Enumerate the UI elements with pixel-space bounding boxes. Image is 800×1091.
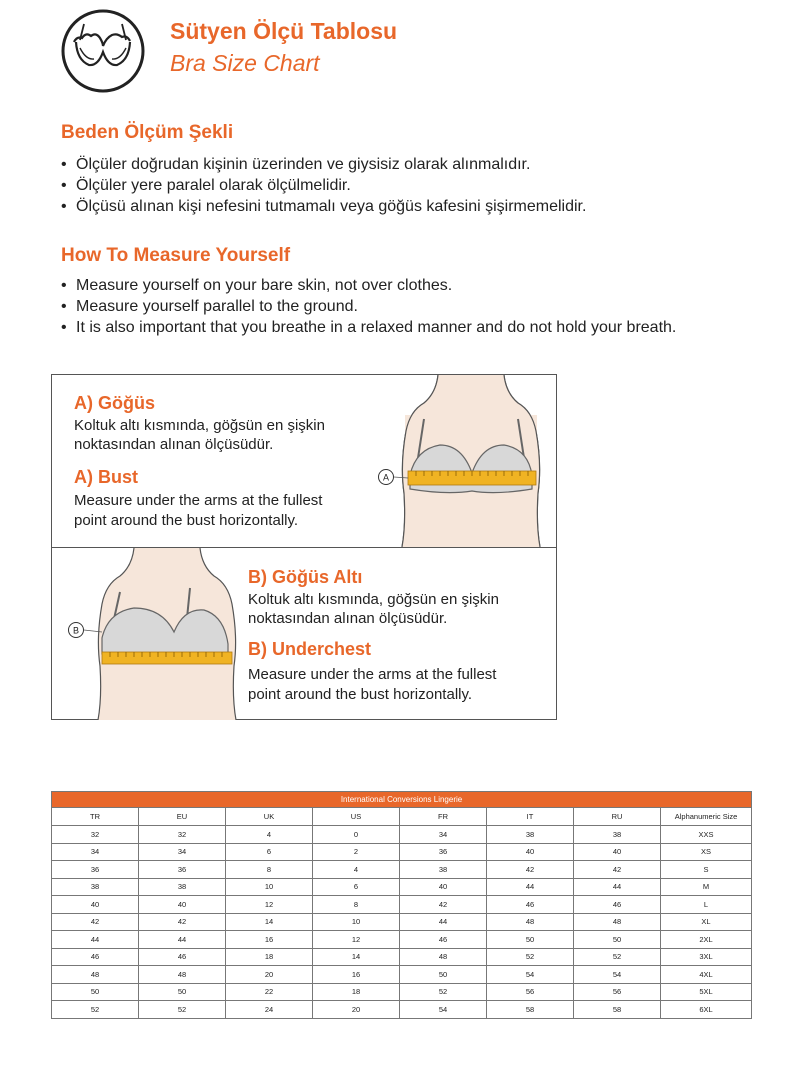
underchest-text-en-line2: point around the bust horizontally. — [248, 686, 473, 703]
bust-text-tr-line1: Koltuk altı kısmında, göğsün en şişkin — [74, 417, 325, 434]
table-cell: 34 — [52, 843, 139, 861]
column-header: IT — [487, 808, 574, 826]
table-cell: 46 — [574, 896, 661, 914]
table-cell: 50 — [52, 983, 139, 1001]
table-cell: 38 — [487, 826, 574, 844]
table-cell: 20 — [226, 966, 313, 984]
table-cell: S — [661, 861, 752, 879]
table-cell: 52 — [487, 948, 574, 966]
table-cell: 14 — [226, 913, 313, 931]
column-header: FR — [400, 808, 487, 826]
table-cell: 52 — [52, 1001, 139, 1019]
table-row — [52, 878, 752, 896]
table-cell: 54 — [487, 966, 574, 984]
bra-logo-icon — [60, 8, 146, 94]
table-cell: 52 — [139, 1001, 226, 1019]
column-header: TR — [52, 808, 139, 826]
table-cell: 12 — [313, 931, 400, 949]
table-cell: 48 — [574, 913, 661, 931]
table-cell: 52 — [400, 983, 487, 1001]
table-cell: 40 — [400, 878, 487, 896]
table-cell: 46 — [400, 931, 487, 949]
table-cell: XL — [661, 913, 752, 931]
table-cell: 6 — [226, 843, 313, 861]
table-cell: 16 — [313, 966, 400, 984]
table-cell: 46 — [487, 896, 574, 914]
table-row — [52, 861, 752, 879]
table-cell: 40 — [574, 843, 661, 861]
list-item: • Ölçüler doğrudan kişinin üzerinden ve giysisiz olarak alınmalıdır. — [61, 154, 586, 175]
table-cell: M — [661, 878, 752, 896]
list-item: • Ölçüler yere paralel olarak ölçülmelidir. — [61, 175, 586, 196]
table-cell: 32 — [139, 826, 226, 844]
table-cell: 58 — [574, 1001, 661, 1019]
column-header: Alphanumeric Size — [661, 808, 752, 826]
table-cell: 38 — [139, 878, 226, 896]
section-heading-tr: Beden Ölçüm Şekli — [61, 122, 234, 143]
table-row — [52, 1001, 752, 1019]
column-header: RU — [574, 808, 661, 826]
marker-a-label: A — [382, 472, 390, 483]
table-cell: 10 — [313, 913, 400, 931]
table-cell: 8 — [226, 861, 313, 879]
table-cell: 42 — [487, 861, 574, 879]
bust-measure-illustration — [376, 375, 556, 547]
bust-text-en-line2: point around the bust horizontally. — [74, 512, 299, 529]
table-cell: 0 — [313, 826, 400, 844]
bust-text-en-line1: Measure under the arms at the fullest — [74, 492, 323, 509]
underchest-measure-illustration — [62, 548, 252, 720]
table-cell: 56 — [487, 983, 574, 1001]
table-cell: 18 — [226, 948, 313, 966]
table-cell: 58 — [487, 1001, 574, 1019]
table-cell: 5XL — [661, 983, 752, 1001]
table-cell: 46 — [139, 948, 226, 966]
table-cell: 50 — [487, 931, 574, 949]
table-row — [52, 966, 752, 984]
table-cell: 48 — [400, 948, 487, 966]
table-cell: 34 — [139, 843, 226, 861]
table-cell: 8 — [313, 896, 400, 914]
underchest-text-en-line1: Measure under the arms at the fullest — [248, 666, 497, 683]
table-cell: 48 — [52, 966, 139, 984]
underchest-heading-tr: B) Göğüs Altı — [248, 567, 363, 587]
table-cell: 42 — [139, 913, 226, 931]
table-cell: 2XL — [661, 931, 752, 949]
table-cell: 36 — [400, 843, 487, 861]
table-row — [52, 913, 752, 931]
bust-heading-en: A) Bust — [74, 467, 138, 487]
table-cell: 3XL — [661, 948, 752, 966]
table-cell: 38 — [52, 878, 139, 896]
size-conversion-table — [51, 791, 752, 1019]
table-cell: 12 — [226, 896, 313, 914]
table-cell: 40 — [487, 843, 574, 861]
table-cell: 50 — [400, 966, 487, 984]
table-cell: 48 — [487, 913, 574, 931]
table-cell: 4 — [226, 826, 313, 844]
underchest-heading-en: B) Underchest — [248, 639, 372, 659]
table-cell: 54 — [574, 966, 661, 984]
table-cell: 40 — [52, 896, 139, 914]
table-cell: 50 — [574, 931, 661, 949]
list-item: • Measure yourself on your bare skin, not over clothes. — [61, 275, 676, 296]
table-cell: 42 — [574, 861, 661, 879]
table-cell: 52 — [574, 948, 661, 966]
column-header: US — [313, 808, 400, 826]
list-item: • It is also important that you breathe in a relaxed manner and do not hold your breath. — [61, 317, 676, 338]
table-cell: 4XL — [661, 966, 752, 984]
list-item: • Ölçüsü alınan kişi nefesini tutmamalı veya göğüs kafesini şişirmemelidir. — [61, 196, 586, 217]
bust-text-tr-line2: noktasından alınan ölçüsüdür. — [74, 436, 274, 453]
table-cell: 18 — [313, 983, 400, 1001]
table-cell: XS — [661, 843, 752, 861]
table-cell: 6XL — [661, 1001, 752, 1019]
table-row — [52, 931, 752, 949]
table-cell: XXS — [661, 826, 752, 844]
measurement-guide-box — [51, 374, 557, 720]
table-cell: 56 — [574, 983, 661, 1001]
column-header: EU — [139, 808, 226, 826]
table-cell: 44 — [400, 913, 487, 931]
table-cell: 40 — [139, 896, 226, 914]
table-cell: 42 — [52, 913, 139, 931]
table-cell: 54 — [400, 1001, 487, 1019]
table-cell: L — [661, 896, 752, 914]
table-cell: 16 — [226, 931, 313, 949]
table-cell: 4 — [313, 861, 400, 879]
marker-b-label: B — [72, 625, 80, 636]
table-cell: 44 — [52, 931, 139, 949]
table-row — [52, 948, 752, 966]
table-cell: 48 — [139, 966, 226, 984]
page-subtitle: Bra Size Chart — [170, 50, 320, 76]
bust-heading-tr: A) Göğüs — [74, 393, 155, 413]
table-cell: 10 — [226, 878, 313, 896]
table-cell: 32 — [52, 826, 139, 844]
table-cell: 36 — [52, 861, 139, 879]
bullet-list-tr — [61, 154, 586, 217]
table-cell: 22 — [226, 983, 313, 1001]
table-cell: 46 — [52, 948, 139, 966]
table-cell: 14 — [313, 948, 400, 966]
table-cell: 34 — [400, 826, 487, 844]
table-cell: 36 — [139, 861, 226, 879]
table-cell: 6 — [313, 878, 400, 896]
section-heading-en: How To Measure Yourself — [61, 245, 291, 266]
table-cell: 42 — [400, 896, 487, 914]
list-item: • Measure yourself parallel to the ground. — [61, 296, 676, 317]
table-cell: 24 — [226, 1001, 313, 1019]
table-row — [52, 983, 752, 1001]
table-caption: International Conversions Lingerie — [52, 792, 752, 808]
table-cell: 2 — [313, 843, 400, 861]
table-row — [52, 843, 752, 861]
underchest-text-tr-line1: Koltuk altı kısmında, göğsün en şişkin — [248, 591, 499, 608]
table-body — [52, 826, 752, 1019]
table-cell: 44 — [487, 878, 574, 896]
table-cell: 38 — [574, 826, 661, 844]
table-cell: 44 — [574, 878, 661, 896]
table-row — [52, 826, 752, 844]
column-header: UK — [226, 808, 313, 826]
page-title: Sütyen Ölçü Tablosu — [170, 18, 398, 44]
bullet-list-en — [61, 275, 676, 338]
table-header-row — [52, 808, 752, 826]
table-row — [52, 896, 752, 914]
underchest-text-tr-line2: noktasından alınan ölçüsüdür. — [248, 610, 448, 627]
table-cell: 38 — [400, 861, 487, 879]
table-cell: 50 — [139, 983, 226, 1001]
table-cell: 44 — [139, 931, 226, 949]
table-cell: 20 — [313, 1001, 400, 1019]
